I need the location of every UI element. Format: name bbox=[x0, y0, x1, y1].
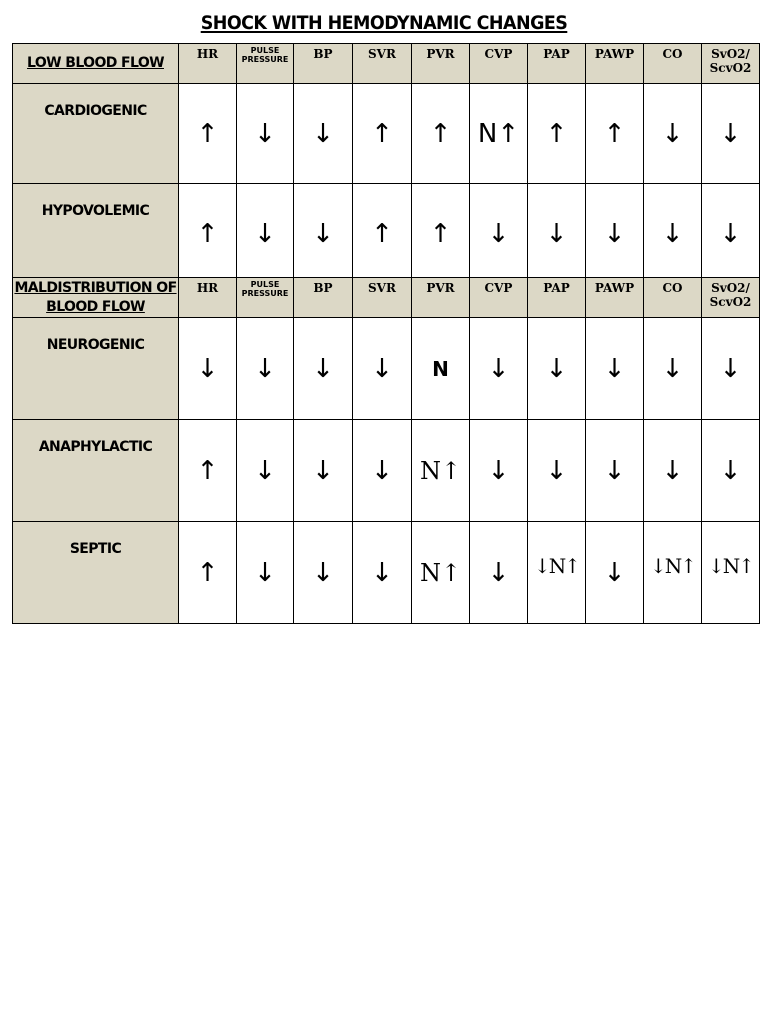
value-cell: ↓ bbox=[702, 84, 760, 184]
value-cell: ↑ bbox=[179, 84, 237, 184]
row-label: NEUROGENIC bbox=[13, 318, 179, 420]
value-cell: ↑ bbox=[179, 420, 237, 522]
value-cell: ↓ bbox=[470, 184, 528, 284]
row-label: ANAPHYLACTIC bbox=[13, 420, 179, 522]
column-header: PAWP bbox=[586, 278, 644, 318]
group-label: MALDISTRIBUTION OF BLOOD FLOW bbox=[13, 278, 179, 318]
table-row bbox=[13, 84, 760, 184]
value-cell: N↑ bbox=[470, 84, 528, 184]
group-label: LOW BLOOD FLOW bbox=[13, 44, 179, 84]
value-cell: N↑ bbox=[412, 420, 470, 522]
value-cell: ↓ bbox=[353, 420, 412, 522]
value-cell: ↑ bbox=[528, 84, 586, 184]
value-cell: ↑ bbox=[412, 84, 470, 184]
value-cell: ↑ bbox=[586, 84, 644, 184]
value-cell: ↓ bbox=[470, 522, 528, 624]
column-header: SvO2/ ScvO2 bbox=[702, 44, 760, 84]
value-cell: ↑ bbox=[179, 522, 237, 624]
value-cell: ↓ bbox=[179, 318, 237, 420]
column-header: PAP bbox=[528, 278, 586, 318]
value-cell: ↓N↑ bbox=[644, 522, 702, 624]
value-cell: ↓ bbox=[528, 318, 586, 420]
value-cell: ↓ bbox=[294, 420, 353, 522]
value-cell: ↓ bbox=[294, 318, 353, 420]
value-cell: ↑ bbox=[179, 184, 237, 284]
row-label: HYPOVOLEMIC bbox=[13, 184, 179, 284]
table-row bbox=[13, 318, 760, 420]
column-header: CVP bbox=[470, 44, 528, 84]
value-cell: ↓N↑ bbox=[702, 522, 760, 624]
value-cell: ↓ bbox=[528, 184, 586, 284]
value-cell: ↓ bbox=[528, 420, 586, 522]
table-row bbox=[13, 184, 760, 284]
column-header: HR bbox=[179, 44, 237, 84]
column-header: BP bbox=[294, 44, 353, 84]
column-header: HR bbox=[179, 278, 237, 318]
column-header: CO bbox=[644, 44, 702, 84]
column-header: SVR bbox=[353, 278, 412, 318]
table-row bbox=[13, 522, 760, 624]
column-header: PAP bbox=[528, 44, 586, 84]
row-label: CARDIOGENIC bbox=[13, 84, 179, 184]
column-header: BP bbox=[294, 278, 353, 318]
column-header: PULSE PRESSURE bbox=[237, 278, 294, 318]
value-cell: ↓N↑ bbox=[528, 522, 586, 624]
column-header: CVP bbox=[470, 278, 528, 318]
value-cell: ↓ bbox=[353, 318, 412, 420]
value-cell: ↓ bbox=[237, 318, 294, 420]
value-cell: ↓ bbox=[586, 318, 644, 420]
value-cell: ↓ bbox=[586, 420, 644, 522]
value-cell: ↓ bbox=[237, 84, 294, 184]
value-cell: ↓ bbox=[237, 184, 294, 284]
value-cell: ↓ bbox=[353, 522, 412, 624]
column-header: CO bbox=[644, 278, 702, 318]
value-cell: ↓ bbox=[644, 318, 702, 420]
value-cell: ↑ bbox=[353, 184, 412, 284]
value-cell: ↓ bbox=[586, 522, 644, 624]
value-cell: ↓ bbox=[294, 184, 353, 284]
value-cell: ↓ bbox=[644, 184, 702, 284]
column-header: PAWP bbox=[586, 44, 644, 84]
value-cell: ↓ bbox=[470, 420, 528, 522]
value-cell: ↓ bbox=[294, 522, 353, 624]
value-cell: ↓ bbox=[586, 184, 644, 284]
value-cell: ↓ bbox=[702, 184, 760, 284]
value-cell: N↑ bbox=[412, 522, 470, 624]
row-label: SEPTIC bbox=[13, 522, 179, 624]
column-header: SvO2/ ScvO2 bbox=[702, 278, 760, 318]
column-header: SVR bbox=[353, 44, 412, 84]
table-header-row bbox=[13, 44, 760, 84]
value-cell: ↓ bbox=[237, 420, 294, 522]
value-cell: ↑ bbox=[412, 184, 470, 284]
page-title: SHOCK WITH HEMODYNAMIC CHANGES bbox=[200, 12, 568, 34]
value-cell: ↓ bbox=[644, 84, 702, 184]
table-header-row bbox=[13, 278, 760, 318]
low-blood-flow-table bbox=[12, 43, 760, 284]
value-cell: ↓ bbox=[294, 84, 353, 184]
value-cell: ↓ bbox=[470, 318, 528, 420]
value-cell: ↑ bbox=[353, 84, 412, 184]
column-header: PVR bbox=[412, 44, 470, 84]
value-cell: ↓ bbox=[702, 318, 760, 420]
column-header: PVR bbox=[412, 278, 470, 318]
table-row bbox=[13, 420, 760, 522]
value-cell: N bbox=[412, 318, 470, 420]
value-cell: ↓ bbox=[237, 522, 294, 624]
value-cell: ↓ bbox=[644, 420, 702, 522]
value-cell: ↓ bbox=[702, 420, 760, 522]
maldistribution-table bbox=[12, 277, 760, 624]
column-header: PULSE PRESSURE bbox=[237, 44, 294, 84]
